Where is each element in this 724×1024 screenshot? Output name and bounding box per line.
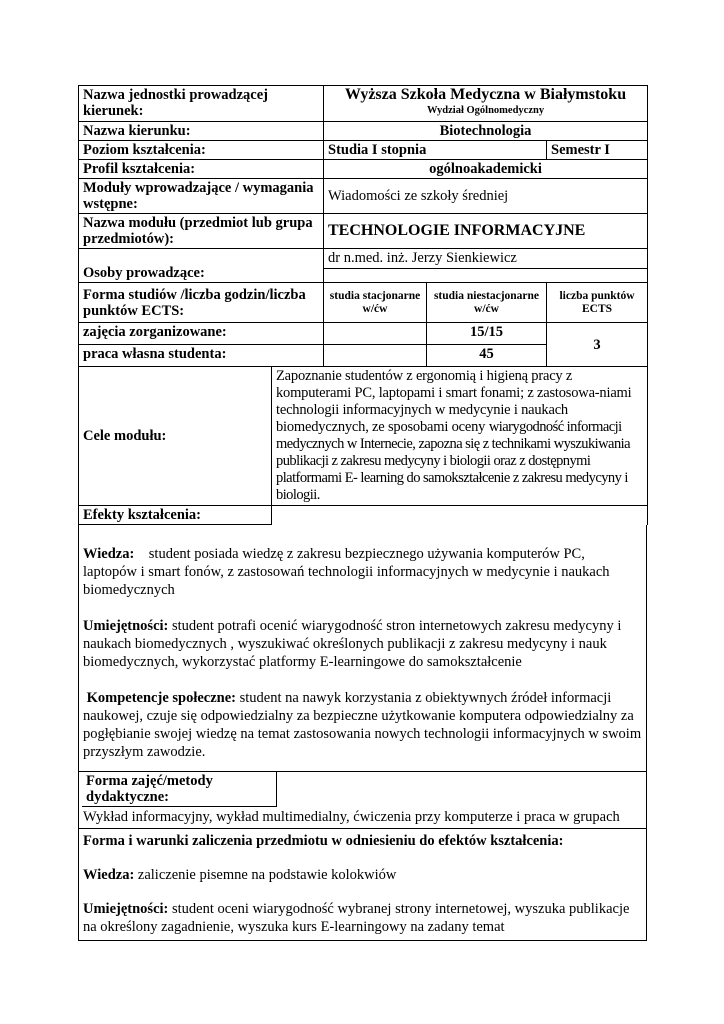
field-value: Biotechnologia: [324, 122, 648, 141]
ects-value: 3: [547, 323, 648, 367]
teachers-value: dr n.med. inż. Jerzy Sienkiewicz: [324, 249, 647, 269]
module-value: TECHNOLOGIE INFORMACYJNE: [324, 214, 648, 249]
assessment-label: Forma i warunki zaliczenia przedmiotu w odniesieniu do efektów kształcenia:: [83, 833, 564, 849]
goals-text-2: wiarygodność informacji medycznych w Internecie, zapozna się z technikami wyszukiwania publikacji z zakresu medycyny i biologii oraz z dostępnymi platformami E- learning do samokształcenie z zakresu medycyny i biologii.: [276, 419, 631, 503]
outcome-social: [83, 689, 642, 761]
teachers-label: Osoby prowadzące:: [79, 249, 324, 283]
outcome-social-label: Kompetencje społeczne:: [86, 690, 237, 706]
module-label: Nazwa modułu (przedmiot lub grupa przedmiotów):: [79, 214, 324, 249]
syllabus-document: [78, 85, 647, 941]
assessment-knowledge-label: Wiedza:: [83, 867, 135, 883]
row-organized-stationary: [324, 323, 427, 345]
goals-table: [78, 366, 648, 525]
methods-block: [78, 772, 647, 829]
outcome-skills: [83, 617, 642, 671]
assessment-skills-text: student oceni wiarygodność wybranej strony internetowej, wyszuka publikacje na określony zagadnienie, wyszuka kurs E-learningowy na zadany temat: [83, 901, 630, 935]
prereq-label: Moduły wprowadzające / wymagania wstępne:: [79, 179, 324, 214]
outcome-social-text: student na nawyk korzystania z obiektywnych źródeł informacji naukowej, czuje się odpowiedzialny za bezpieczne użytkowanie komputera odpowiedzialny za pogłębianie swojej wiedzę na temat zastosowania nowych technologii informacyjnych w swoim przyszłym zawodzie.: [83, 690, 642, 760]
goals-label: Cele modułu:: [79, 367, 272, 506]
col-ects: liczba punktów ECTS: [547, 283, 648, 323]
col-stationary: studia stacjonarne w/ćw: [324, 283, 427, 323]
unit-label: Nazwa jednostki prowadzącej kierunek:: [79, 86, 324, 122]
assessment-knowledge-text: zaliczenie pisemne na podstawie kolokwiów: [137, 867, 397, 883]
outcome-skills-text: student potrafi ocenić wiarygodność stron internetowych zakresu medycyny i naukach biomedycznych , wyszukiwać określonych publikacji z zakresu medycyny i nauk biomedycznych, wykorzystać platformy E-learningowe do samokształcenie: [83, 618, 622, 670]
prereq-value: Wiadomości ze szkoły średniej: [324, 179, 648, 214]
field-label: Nazwa kierunku:: [79, 122, 324, 141]
unit-name: Wyższa Szkoła Medyczna w Białymstoku: [344, 86, 627, 103]
row-organized-label: zajęcia zorganizowane:: [79, 323, 324, 345]
profile-label: Profil kształcenia:: [79, 160, 324, 179]
outcome-knowledge: [83, 545, 642, 599]
outcome-knowledge-text: student posiada wiedzę z zakresu bezpiecznego używania komputerów PC, laptopów i smart fonów, z zastosowań technologii informacyjnych w medycynie i naukach biomedycznych: [83, 546, 610, 598]
unit-sub: Wydział Ogólnomedyczny: [426, 105, 545, 116]
row-self-stationary: [324, 345, 427, 367]
level-label: Poziom kształcenia:: [79, 141, 324, 160]
header-table: [78, 85, 648, 367]
outcomes-label: Efekty kształcenia:: [79, 506, 272, 525]
assessment-knowledge: [83, 866, 642, 884]
assessment-skills-label: Umiejętności:: [83, 901, 169, 917]
col-nonstationary: studia niestacjonarne w/ćw: [427, 283, 547, 323]
profile-value: ogólnoakademicki: [324, 160, 648, 179]
form-label: Forma studiów /liczba godzin/liczba punktów ECTS:: [79, 283, 324, 323]
assessment-block: [78, 829, 647, 941]
row-self-label: praca własna studenta:: [79, 345, 324, 367]
assessment-skills: [83, 900, 642, 936]
outcome-skills-label: Umiejętności:: [83, 618, 169, 634]
outcome-knowledge-label: Wiedza:: [83, 546, 135, 562]
row-self-nonstationary: 45: [427, 345, 547, 367]
methods-text: Wykład informacyjny, wykład multimedialny, ćwiczenia przy komputerze i praca w grupach: [83, 809, 620, 825]
semester-value: Semestr I: [547, 141, 648, 160]
row-organized-nonstationary: 15/15: [427, 323, 547, 345]
methods-label: Forma zajęć/metody dydaktyczne:: [82, 772, 277, 807]
level-value: Studia I stopnia: [324, 141, 547, 160]
goals-text-1: Zapoznanie studentów z ergonomią i higieną pracy z komputerami PC, laptopami i smart fonami; z zastosowa-niami technologii informacyjnych w medycynie i naukach biomedycznych, ze sposobami oceny: [276, 368, 632, 435]
outcomes-block: [78, 525, 647, 772]
